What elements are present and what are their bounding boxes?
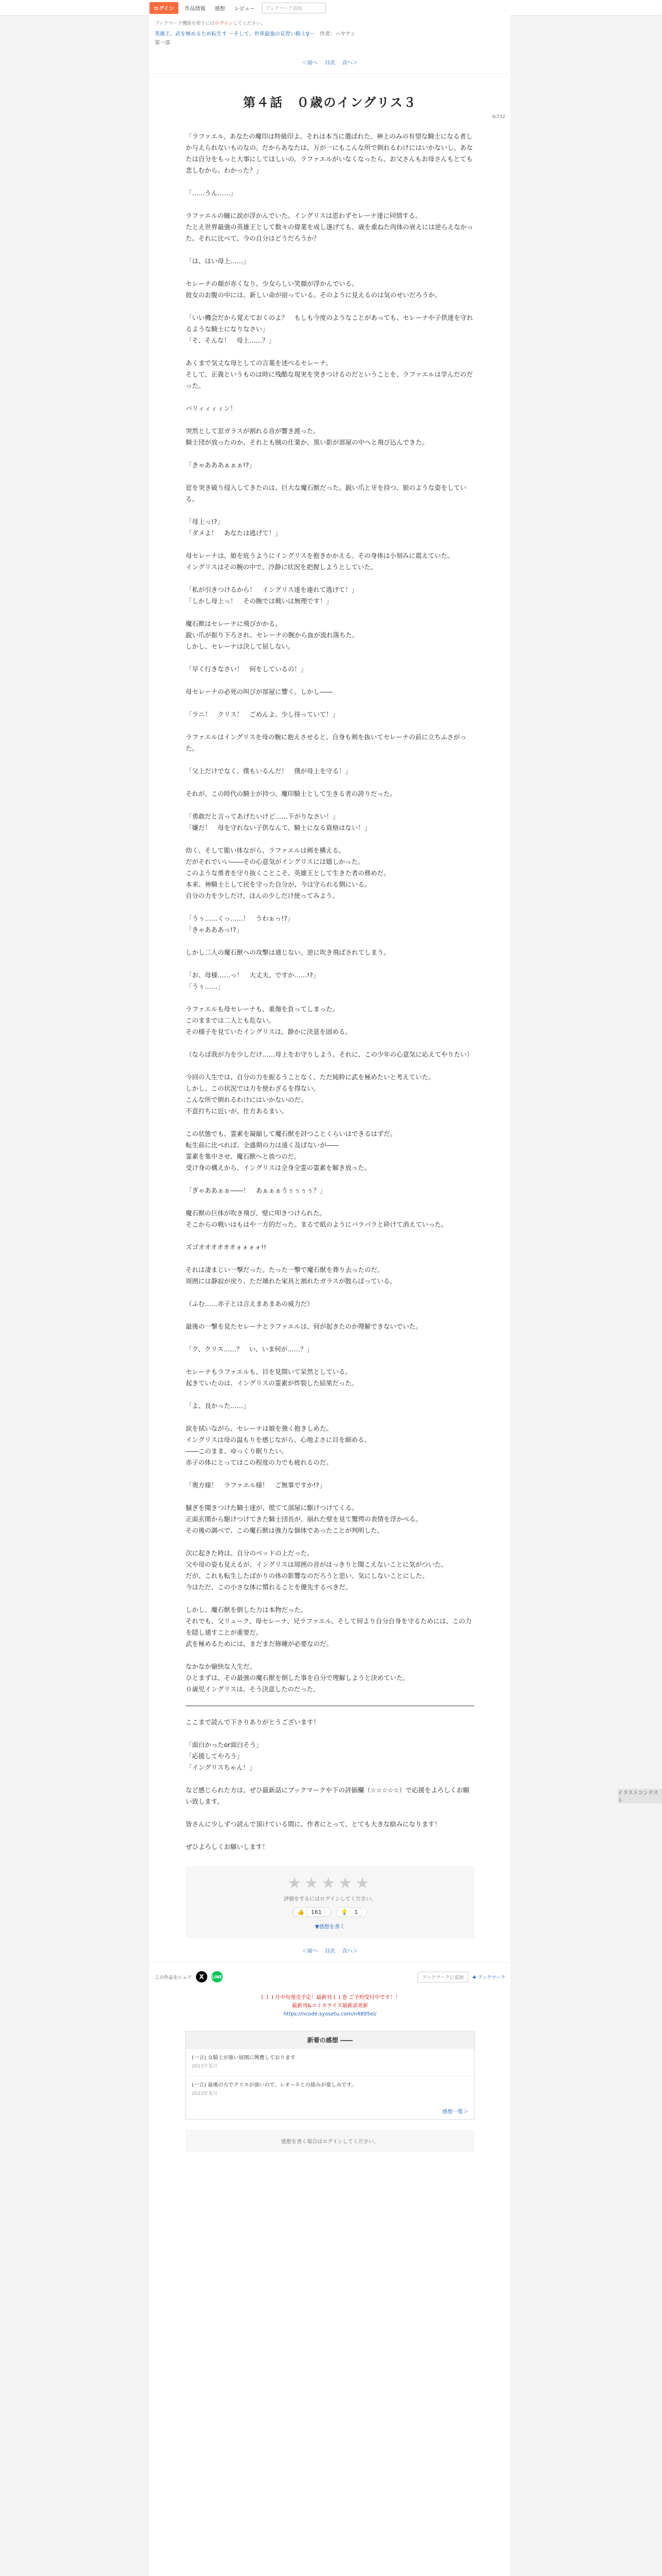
body-line <box>186 992 474 1004</box>
body-line: 「ラニ！ クリス！ ごめんよ、少し待っていて！」 <box>186 710 339 718</box>
body-line: あくまで気丈な母としての言葉を述べるセレーナ。 <box>186 359 333 367</box>
afterword-line: 「応援してやろう」 <box>186 1752 243 1760</box>
line-share-icon[interactable]: LINE <box>211 1971 223 1982</box>
body-line <box>186 834 474 845</box>
body-line: しかし、この状況では力を使わざるを得ない。 <box>186 1084 320 1092</box>
body-line <box>186 573 474 584</box>
body-line: 転生前に比べれば、全盛期の力は遠く及ばないが―― <box>186 1141 339 1149</box>
body-line <box>186 471 474 482</box>
episode-title: 第４話 ０歳のイングリス３ <box>243 95 417 110</box>
next-link[interactable]: 次へ＞ <box>342 60 358 66</box>
comments-header: 新着の感想 ―― <box>186 2031 474 2048</box>
comment-item[interactable]: (一言) 女騎士が強い展開に興奮しております 2023年某月 <box>186 2048 474 2076</box>
body-line: 魔石獣はセレーナに飛びかかる。 <box>186 620 282 628</box>
write-impression-link[interactable]: ▼感想を書く <box>315 1924 345 1930</box>
body-line <box>186 958 474 970</box>
afterword-line: 皆さんに少しずつ読んで頂けている間に、作者にとって、とても大きな励みになります！ <box>186 1820 441 1828</box>
body-line: その様子を見ていたイングリスは、静かに決意を固める。 <box>186 1028 352 1036</box>
body-line <box>186 1117 474 1128</box>
body-line: セレーナの顔が赤くなり、少女らしい笑顔が浮かんでいる。 <box>186 280 358 287</box>
prev-link-bottom[interactable]: ＜前へ <box>302 1948 318 1954</box>
body-line: 「ダメよ！ あなたは逃げて！」 <box>186 529 282 537</box>
body-line: 「いい機会だから覚えておくのよ？ もしも今度のようなことがあっても、セレーナや子供達を守れるような騎士になりなさい」 <box>186 314 473 333</box>
body-line: 今はただ、この小さな体に慣れることを優先するべきだ。 <box>186 1583 352 1591</box>
promo-url[interactable]: https://ncode.syosetu.com/n4895ei/ <box>283 2011 377 2017</box>
body-line: 「私が引きつけるから！ イングリス達を連れて逃げて！」 <box>186 586 358 594</box>
body-line: それは凄まじい一撃だった。たった一撃で魔石獣を葬り去ったのだ。 <box>186 1266 384 1274</box>
body-line <box>186 1491 474 1502</box>
body-line: それでも、父リューク、母セレーナ、兄ラファエル、そして何より自分自身を守るためには、この力を隠し通すことが重要だ。 <box>186 1617 472 1636</box>
recent-comments <box>185 2031 475 2120</box>
side-floating-button[interactable]: イラストコンテスト <box>618 1789 662 1803</box>
body-line <box>186 1332 474 1344</box>
x-share-icon[interactable]: X <box>196 1971 207 1982</box>
body-line: 母セレーナは、娘を庇うようにイングリスを抱きかかえる。その身体は小刻みに震えていた。 <box>186 552 454 560</box>
comments-more-link[interactable]: 感想一覧＞ <box>442 2109 468 2115</box>
rating-stars[interactable]: ★★★★★ <box>287 1874 373 1892</box>
body-line: 母セレーナの必死の叫びが部屋に響く。しかし―― <box>186 688 333 696</box>
bookmark-link[interactable]: ✚ ブックマーク <box>472 1975 505 1980</box>
bookmark-add-button[interactable]: ブックマークに追加 <box>418 1972 468 1982</box>
body-line: 次に起きた時は、自分のベッドの上だった。 <box>186 1549 313 1557</box>
body-line <box>186 1287 474 1298</box>
body-line: それが、この時代の騎士が持つ、魔印騎士として生きる者の誇りだった。 <box>186 790 396 798</box>
body-line <box>186 176 474 188</box>
promo-line-1: １１１月中旬発売予定！最新刊１１巻 ご予約受付中です！！ <box>259 1995 401 2001</box>
body-line: この状態でも、霊素を凝縮して魔石獣を討つことくらいはできるはずだ。 <box>186 1130 396 1138</box>
toc-link[interactable]: 目次 <box>325 60 335 66</box>
body-line <box>186 1196 474 1208</box>
breadcrumb-series[interactable]: 英雄王、武を極めるため転生す ～そして、世界最強の見習い騎士♀～ 作者：ハヤケン <box>155 31 356 37</box>
body-line <box>186 244 474 256</box>
body-line: 「……うん……」 <box>186 189 237 197</box>
body-line: ラファエルの瞳に涙が浮かんでいた。イングリスは思わずセレーナ達に同情する。 <box>186 212 422 219</box>
body-line: ――このまま、ゆっくり眠りたい。 <box>186 1447 288 1455</box>
body-line: こんな所で倒れるわけにはいかないのだ。 <box>186 1096 307 1104</box>
breadcrumb-episode: 第一部 <box>155 40 170 46</box>
afterword-line: ここまで読んで下さりありがとうございます！ <box>186 1718 320 1726</box>
body-line <box>186 652 474 664</box>
body-line: 「勇敢だと言ってあげたいけど……下がりなさい！」 <box>186 812 339 820</box>
afterword-line <box>186 1728 474 1739</box>
body-line: 騎士団が放ったのか、それとも賊の仕業か、黒い影が部屋の中へと飛び込んできた。 <box>186 438 428 446</box>
body-line <box>186 777 474 788</box>
afterword-line: 「面白かったor面白そう」 <box>186 1741 262 1749</box>
body-line: 「早く行きなさい！ 何をしているの！」 <box>186 665 307 673</box>
body-line: しかし、セレーナは決して屈しない。 <box>186 642 294 650</box>
breadcrumb-author: 作者：ハヤケン <box>320 31 356 37</box>
body-line: だが、これも転生したばかりの体の影響なのだろうと思い、気にしないことにした。 <box>186 1572 428 1580</box>
body-line: 「は、はい母上……」 <box>186 257 250 265</box>
body-line: 本来、神騎士として民を守った自分が、今は守られる側にいる。 <box>186 880 371 888</box>
prev-link[interactable]: ＜前へ <box>302 60 318 66</box>
body-line: 幼く、そして脆い体ながら、ラファエルは剣を構える。 <box>186 846 345 854</box>
body-line: 「きゃあああぁぁぁ!?」 <box>186 461 256 469</box>
body-line: ０歳児イングリスは、そう決意したのだった。 <box>186 1685 320 1693</box>
main-content <box>150 15 510 2576</box>
body-line: （ふむ……赤子とは言えまあまあの威力だ） <box>186 1300 313 1308</box>
body-line: 自分の力を少しだけ、ほんの少しだけ使ってみよう。 <box>186 892 339 900</box>
body-line <box>186 936 474 947</box>
top-nav-bar <box>0 0 662 16</box>
body-line: 「しかし母上っ！ その腕では戦いは無理です！」 <box>186 597 333 605</box>
comment-login-note: 感想を書く場合はログインしてください。 <box>186 2130 474 2152</box>
bookmark-add-input[interactable]: ブックマーク追加 <box>262 3 326 13</box>
body-line: だがそれでいい――その心意気がイングリスには嬉しかった。 <box>186 858 365 866</box>
share-label: この作品をシェア <box>155 1975 192 1980</box>
afterword <box>186 1705 474 1853</box>
body-line: 正面玄関から駆けつけてきた騎士団長が、崩れた壁を見て驚愕の表情を浮かべる。 <box>186 1515 422 1523</box>
body-line: 彼女のお腹の中には、新しい命が宿っている。そのように見えるのは気のせいだろうか。 <box>186 291 441 299</box>
notice-login-link[interactable]: ログイン <box>214 21 233 26</box>
nav-item-review[interactable]: レビュー <box>234 6 255 12</box>
body-line: 武を極めるためには、まだまだ修練が必要なのだ。 <box>186 1640 333 1648</box>
body-line <box>186 1412 474 1423</box>
body-line <box>186 902 474 913</box>
body-line: そして、正義というものは時に残酷な現実を突きつけるのだということを、ラファエルは学んだのだった。 <box>186 370 473 389</box>
body-line <box>186 1174 474 1185</box>
afterword-line: など感じられた方は、ぜひ最新話にブックマークや下の評価欄（☆☆☆☆☆）で応援をよろしくお願い致します。 <box>186 1786 470 1805</box>
body-line <box>186 346 474 358</box>
body-line: 「奥方様！ ラファエル様！ ご無事ですか!?」 <box>186 1481 326 1489</box>
like-count: 161 <box>306 1907 326 1917</box>
body-line <box>186 199 474 210</box>
body-line: 「うぅ……」 <box>186 982 224 990</box>
body-line: 「母上っ!?」 <box>186 518 224 526</box>
body-line: 「よ、良かった……」 <box>186 1402 250 1410</box>
body-line: このままでは二人とも危ない。 <box>186 1016 275 1024</box>
body-line: 霊素を集中させ、魔石獣へと放つのだ。 <box>186 1153 301 1160</box>
body-line <box>186 539 474 550</box>
body-line: 「ラファエル、あなたの魔印は特級印よ。それは本当に選ばれた、神上のみの有望な騎士になる者しか与えられないものなの。だからあなたは、万が一にもこんな所で倒れるわけにはいかないし、あなたは自分をもっと大事にしてほしいの。ラファエルがいなくなったら、お父さんもお母さんもとても悲しむから。わかった？」 <box>186 132 473 174</box>
pager-top <box>150 51 510 74</box>
body-line: 起きていたのは、イングリスの霊素が炸裂した結果だった。 <box>186 1379 358 1387</box>
promo-line-2: 最新刊&コミカライズ最新話更新 <box>292 2003 368 2009</box>
body-line <box>186 1389 474 1400</box>
body-line <box>186 505 474 516</box>
body-line: なかなか愉快な人生だ。 <box>186 1663 256 1670</box>
body-line: セレーナもラファエルも、目を見開いて呆然としている。 <box>186 1368 352 1376</box>
body-line: イングリスはその腕の中で、冷静に状況を把握しようとしていた。 <box>186 563 377 571</box>
rating-note: 評価をするにはログインしてください。 <box>284 1896 376 1902</box>
body-line <box>186 1310 474 1321</box>
toc-link-bottom[interactable]: 目次 <box>325 1948 335 1954</box>
body-line <box>186 1253 474 1264</box>
login-button[interactable]: ログイン <box>150 2 178 14</box>
body-line: 父や母の姿も見えるが、イングリスは周囲の音がはっきりと聞こえないことに気がついた。 <box>186 1561 448 1568</box>
body-line: 騒ぎを聞きつけた騎士達が、慌てて部屋に駆けつけてくる。 <box>186 1504 358 1512</box>
body-line: 窓を突き破り侵入してきたのは、巨大な魔石獣だった。鋭い爪と牙を持つ、狼のような姿をしている。 <box>186 484 467 503</box>
body-line: 「ぎゃああぁぁ――！ あぁぁぁうぅぅぅぅ？」 <box>186 1187 326 1194</box>
body-line <box>186 800 474 811</box>
body-line <box>186 1468 474 1480</box>
body-line <box>186 1230 474 1242</box>
body-line: 「父上だけでなく、僕もいるんだ！ 僕が母上を守る！」 <box>186 767 352 775</box>
episode-body <box>186 131 474 1695</box>
body-line: このような勇者を守り抜くことこそ、英雄王として生きた者の務めだ。 <box>186 869 390 877</box>
next-link-bottom[interactable]: 次へ＞ <box>342 1948 358 1954</box>
rating-box <box>186 1866 474 1938</box>
body-line: ズゴオオオオオオォォォォ!! <box>186 1243 267 1251</box>
body-line: ひとまずは、その最強の魔石獣を倒した事を自分で理解しようと決めていた。 <box>186 1674 409 1682</box>
comment-item[interactable]: (一言) 最後の方でクリスが強いので、レオーネとの絡みが楽しみです。 2023年某月 <box>186 2076 474 2103</box>
body-line <box>186 675 474 686</box>
body-line <box>186 1060 474 1072</box>
promo-banner[interactable] <box>150 1994 510 2019</box>
body-line: バリィィィィン！ <box>186 404 237 412</box>
body-line: ラファエルも母セレーナも、重傷を負ってしまった。 <box>186 1005 339 1013</box>
body-line: 最後の一撃を見たセレーナとラファエルは、何が起きたのか理解できないでいた。 <box>186 1323 422 1330</box>
body-line: 「そ、そんな！ 母上……？」 <box>186 336 275 344</box>
pager-bottom <box>150 1938 510 1963</box>
body-line: 魔石獣の巨体が吹き飛び、壁に叩きつけられた。 <box>186 1209 326 1217</box>
body-line <box>186 698 474 709</box>
nav-item-impressions[interactable]: 感想 <box>214 6 225 12</box>
afterword-line: ぜひよろしくお願いします！ <box>186 1843 269 1851</box>
body-line: そこからの戦いはもはや一方的だった。まるで紙のようにバラバラと砕けて消えていった。 <box>186 1221 448 1228</box>
afterword-line <box>186 1773 474 1785</box>
share-bar <box>150 1963 510 1991</box>
body-line <box>186 1536 474 1548</box>
afterword-line <box>186 1807 474 1819</box>
idea-count: 1 <box>350 1907 362 1917</box>
body-line: その後の調べで、この魔石獣は強力な個体であったことが判明した。 <box>186 1527 384 1534</box>
body-line: しかし二人の魔石獣への攻撃は通じない。逆に吹き飛ばされてしまう。 <box>186 948 390 956</box>
like-button[interactable]: 👍 161 <box>293 1907 331 1917</box>
body-line: 不意打ちに近いが、仕方あるまい。 <box>186 1107 288 1115</box>
body-line: 「お、母様……っ！ 大丈夫、ですか……!?」 <box>186 971 320 979</box>
body-line <box>186 1593 474 1604</box>
body-line: （ならば我が力を少しだけ……母上をお守りしよう。それに、この少年の心意気に応えてやりたい） <box>186 1050 473 1058</box>
body-line <box>186 392 474 403</box>
nav-item-info[interactable]: 作品情報 <box>185 6 206 12</box>
body-line <box>186 414 474 426</box>
body-line <box>186 1650 474 1661</box>
bookmark-notice: ブックマーク機能を使うにはログインしてください。 <box>155 21 266 26</box>
body-line: 「うぅ……くっ……！ うわぁっ!?」 <box>186 914 294 922</box>
body-line: イングリスは母の温もりを感じながら、心地よさに目を細める。 <box>186 1436 371 1444</box>
body-line <box>186 754 474 766</box>
idea-button[interactable]: 💡 1 <box>336 1907 367 1917</box>
body-line <box>186 448 474 460</box>
body-line: ラファエルはイングリスを母の腕に抱えさせると、自身も剣を抜いてセレーナの前に立ちふさがった。 <box>186 733 467 752</box>
body-line: 「きゃあああっ!?」 <box>186 926 243 934</box>
body-line <box>186 1038 474 1049</box>
body-line: 周囲には静寂が戻り、ただ壊れた家具と割れたガラスが散らばっている。 <box>186 1277 396 1285</box>
body-line <box>186 1355 474 1366</box>
afterword-line <box>186 1830 474 1841</box>
body-line: 受け身の構えから、イングリスは全身全霊の霊素を解き放った。 <box>186 1164 371 1172</box>
body-line: 「ク、クリス……？ い、いま何が……？」 <box>186 1345 313 1353</box>
body-line: しかし、魔石獣を倒した力は本物だった。 <box>186 1606 307 1614</box>
body-line: 「嫌だ！ 母を守れない子供なんて、騎士になる資格はない！」 <box>186 824 371 832</box>
afterword-line: 「イングリスちゃん！」 <box>186 1764 256 1771</box>
body-line <box>186 607 474 618</box>
body-line: 鋭い爪が振り下ろされ、セレーナの腕から血が流れ落ちた。 <box>186 631 359 639</box>
body-line <box>186 720 474 732</box>
body-line <box>186 301 474 312</box>
body-line: たとえ世界最強の英雄王として数々の偉業を成し遂げても、歳を重ねた肉体の衰えには逆らえなかった。それに比べて、今の自分はどうだろうか？ <box>186 223 473 242</box>
body-line <box>186 267 474 278</box>
body-line: 涙を拭いながら、セレーナは娘を強く抱きしめた。 <box>186 1425 333 1432</box>
body-line: 今回の人生では、自分の力を振るうことなく、ただ純粋に武を極めたいと考えていた。 <box>186 1073 435 1081</box>
body-line: 赤子の体にとってはこの程度の力でも疲れるのだ。 <box>186 1459 333 1466</box>
body-line: 突然として窓ガラスが割れる音が響き渡った。 <box>186 427 320 435</box>
reaction-bar <box>186 1907 474 1917</box>
page-number: 4/232 <box>492 114 505 120</box>
